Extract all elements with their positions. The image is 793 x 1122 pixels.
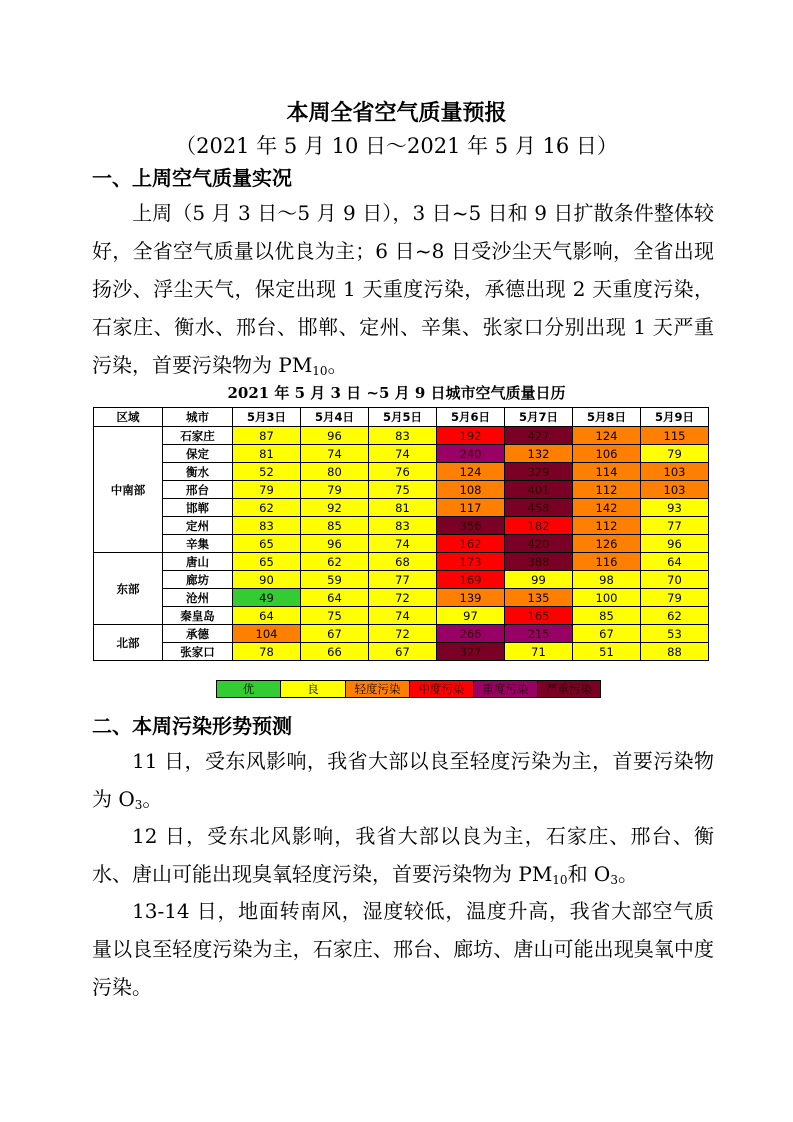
aqi-value-cell: 240 <box>437 445 505 463</box>
table-row <box>94 427 709 445</box>
aqi-value-cell: 67 <box>301 625 369 643</box>
aqi-value-cell: 96 <box>301 535 369 553</box>
aqi-value-cell: 192 <box>437 427 505 445</box>
aqi-value-cell: 62 <box>301 553 369 571</box>
region-cell: 东部 <box>94 553 163 625</box>
section1-end: 。 <box>327 353 348 377</box>
aqi-value-cell: 74 <box>369 445 437 463</box>
aqi-value-cell: 327 <box>437 643 505 661</box>
aqi-value-cell: 80 <box>301 463 369 481</box>
aqi-value-cell: 72 <box>369 625 437 643</box>
aqi-value-cell: 132 <box>505 445 573 463</box>
table-row <box>94 463 709 481</box>
legend-item: 重度污染 <box>474 681 538 697</box>
air-quality-calendar-table <box>93 407 709 661</box>
aqi-value-cell: 266 <box>437 625 505 643</box>
city-cell: 石家庄 <box>163 427 233 445</box>
aqi-value-cell: 83 <box>369 517 437 535</box>
forecast-mid-2: 和 O <box>567 862 611 886</box>
aqi-value-cell: 169 <box>437 571 505 589</box>
o3-subscript: 3 <box>134 798 143 812</box>
section1-heading: 一、上周空气质量实况 <box>92 166 292 190</box>
aqi-value-cell: 427 <box>505 427 573 445</box>
legend-item: 严重污染 <box>538 681 600 697</box>
city-cell: 唐山 <box>163 553 233 571</box>
forecast-text-1: 11 日，受东风影响，我省大部以良至轻度污染为主，首要污染物为 O <box>92 749 714 811</box>
aqi-value-cell: 126 <box>573 535 641 553</box>
forecast-paragraph-2 <box>92 817 714 899</box>
legend-item: 良 <box>281 681 346 697</box>
aqi-value-cell: 65 <box>233 553 301 571</box>
aqi-value-cell: 62 <box>233 499 301 517</box>
aqi-value-cell: 83 <box>369 427 437 445</box>
o3-subscript-2: 3 <box>610 873 618 887</box>
aqi-value-cell: 64 <box>641 553 709 571</box>
aqi-value-cell: 65 <box>233 535 301 553</box>
aqi-value-cell: 75 <box>369 481 437 499</box>
table-row <box>94 553 709 571</box>
aqi-value-cell: 103 <box>641 463 709 481</box>
aqi-value-cell: 64 <box>233 607 301 625</box>
aqi-value-cell: 49 <box>233 589 301 607</box>
aqi-value-cell: 79 <box>233 481 301 499</box>
table-row <box>94 517 709 535</box>
table-row <box>94 445 709 463</box>
aqi-value-cell: 85 <box>301 517 369 535</box>
aqi-legend <box>216 680 601 698</box>
table-row <box>94 481 709 499</box>
city-cell: 保定 <box>163 445 233 463</box>
city-cell: 辛集 <box>163 535 233 553</box>
aqi-value-cell: 74 <box>301 445 369 463</box>
aqi-value-cell: 215 <box>505 625 573 643</box>
document-subtitle: （2021 年 5 月 10 日～2021 年 5 月 16 日） <box>175 134 618 158</box>
aqi-value-cell: 388 <box>505 553 573 571</box>
aqi-value-cell: 72 <box>369 589 437 607</box>
header-cell: 区域 <box>94 408 163 427</box>
header-cell: 5月3日 <box>233 408 301 427</box>
document-title: 本周全省空气质量预报 <box>286 101 507 126</box>
aqi-value-cell: 108 <box>437 481 505 499</box>
forecast-text-3: 13-14 日，地面转南风，湿度较低，温度升高，我省大部空气质量以良至轻度污染为主，石家庄、邢台、廊坊、唐山可能出现臭氧中度污染。 <box>92 899 714 999</box>
aqi-value-cell: 115 <box>641 427 709 445</box>
aqi-value-cell: 182 <box>505 517 573 535</box>
aqi-value-cell: 104 <box>233 625 301 643</box>
aqi-value-cell: 62 <box>641 607 709 625</box>
aqi-value-cell: 85 <box>573 607 641 625</box>
aqi-value-cell: 79 <box>301 481 369 499</box>
aqi-value-cell: 67 <box>369 643 437 661</box>
city-cell: 衡水 <box>163 463 233 481</box>
aqi-value-cell: 71 <box>505 643 573 661</box>
aqi-value-cell: 142 <box>573 499 641 517</box>
table-title: 2021 年 5 月 3 日 ~5 月 9 日城市空气质量日历 <box>227 384 566 402</box>
aqi-value-cell: 124 <box>573 427 641 445</box>
header-cell: 5月9日 <box>641 408 709 427</box>
aqi-value-cell: 124 <box>437 463 505 481</box>
aqi-value-cell: 67 <box>573 625 641 643</box>
aqi-value-cell: 173 <box>437 553 505 571</box>
city-cell: 秦皇岛 <box>163 607 233 625</box>
aqi-value-cell: 329 <box>505 463 573 481</box>
header-cell: 城市 <box>163 408 233 427</box>
aqi-value-cell: 88 <box>641 643 709 661</box>
aqi-value-cell: 420 <box>505 535 573 553</box>
aqi-value-cell: 117 <box>437 499 505 517</box>
section1-text: 上周（5 月 3 日～5 月 9 日），3 日~5 日和 9 日扩散条件整体较好，全省空气质量以优良为主；6 日~8 日受沙尘天气影响，全省出现扬沙、浮尘天气，保定出现 1 天重度污染，承德出现 2 天重度污染，石家庄、衡水、邢台、邯郸、定州、辛集、张家口分别出现 1 天严重污染，首要污染物为 PM <box>92 201 714 377</box>
aqi-value-cell: 78 <box>233 643 301 661</box>
city-cell: 沧州 <box>163 589 233 607</box>
city-cell: 承德 <box>163 625 233 643</box>
aqi-value-cell: 81 <box>233 445 301 463</box>
aqi-value-cell: 79 <box>641 445 709 463</box>
aqi-value-cell: 93 <box>641 499 709 517</box>
aqi-value-cell: 79 <box>641 589 709 607</box>
table-row <box>94 625 709 643</box>
aqi-value-cell: 51 <box>573 643 641 661</box>
aqi-value-cell: 116 <box>573 553 641 571</box>
aqi-value-cell: 77 <box>641 517 709 535</box>
forecast-end-2: 。 <box>617 862 638 886</box>
aqi-value-cell: 92 <box>301 499 369 517</box>
city-cell: 定州 <box>163 517 233 535</box>
header-cell: 5月6日 <box>437 408 505 427</box>
aqi-value-cell: 81 <box>369 499 437 517</box>
aqi-value-cell: 112 <box>573 517 641 535</box>
section2-heading: 二、本周污染形势预测 <box>92 714 292 738</box>
aqi-value-cell: 53 <box>641 625 709 643</box>
header-cell: 5月7日 <box>505 408 573 427</box>
aqi-value-cell: 77 <box>369 571 437 589</box>
aqi-value-cell: 74 <box>369 535 437 553</box>
pm10-subscript-2: 10 <box>552 873 568 887</box>
pm10-subscript: 10 <box>312 364 328 378</box>
aqi-value-cell: 112 <box>573 481 641 499</box>
aqi-value-cell: 68 <box>369 553 437 571</box>
aqi-value-cell: 87 <box>233 427 301 445</box>
aqi-value-cell: 76 <box>369 463 437 481</box>
legend-item: 轻度污染 <box>346 681 410 697</box>
table-row <box>94 499 709 517</box>
aqi-value-cell: 162 <box>437 535 505 553</box>
aqi-value-cell: 401 <box>505 481 573 499</box>
city-cell: 张家口 <box>163 643 233 661</box>
aqi-value-cell: 90 <box>233 571 301 589</box>
aqi-value-cell: 75 <box>301 607 369 625</box>
aqi-value-cell: 106 <box>573 445 641 463</box>
aqi-value-cell: 99 <box>505 571 573 589</box>
table-header-row <box>94 408 709 427</box>
aqi-value-cell: 97 <box>437 607 505 625</box>
aqi-value-cell: 100 <box>573 589 641 607</box>
header-cell: 5月5日 <box>369 408 437 427</box>
section1-paragraph <box>92 194 714 390</box>
city-cell: 邢台 <box>163 481 233 499</box>
aqi-value-cell: 83 <box>233 517 301 535</box>
table-row <box>94 535 709 553</box>
aqi-value-cell: 74 <box>369 607 437 625</box>
aqi-value-cell: 98 <box>573 571 641 589</box>
aqi-value-cell: 96 <box>641 535 709 553</box>
forecast-end-1: 。 <box>142 787 163 811</box>
region-cell: 北部 <box>94 625 163 661</box>
aqi-value-cell: 96 <box>301 427 369 445</box>
aqi-value-cell: 135 <box>505 589 573 607</box>
table-row <box>94 571 709 589</box>
legend-item: 优 <box>217 681 281 697</box>
aqi-value-cell: 356 <box>437 517 505 535</box>
city-cell: 廊坊 <box>163 571 233 589</box>
aqi-value-cell: 64 <box>301 589 369 607</box>
aqi-value-cell: 458 <box>505 499 573 517</box>
aqi-value-cell: 66 <box>301 643 369 661</box>
table-row <box>94 589 709 607</box>
aqi-value-cell: 59 <box>301 571 369 589</box>
aqi-value-cell: 165 <box>505 607 573 625</box>
legend-item: 中度污染 <box>410 681 474 697</box>
table-row <box>94 607 709 625</box>
aqi-value-cell: 114 <box>573 463 641 481</box>
city-cell: 邯郸 <box>163 499 233 517</box>
header-cell: 5月8日 <box>573 408 641 427</box>
region-cell: 中南部 <box>94 427 163 553</box>
table-row <box>94 643 709 661</box>
forecast-paragraph-3 <box>92 892 714 1006</box>
aqi-value-cell: 70 <box>641 571 709 589</box>
aqi-value-cell: 139 <box>437 589 505 607</box>
header-cell: 5月4日 <box>301 408 369 427</box>
aqi-value-cell: 103 <box>641 481 709 499</box>
aqi-value-cell: 52 <box>233 463 301 481</box>
forecast-text-2: 12 日，受东北风影响，我省大部以良为主，石家庄、邢台、衡水、唐山可能出现臭氧轻度污染，首要污染物为 PM <box>92 824 714 886</box>
forecast-paragraph-1 <box>92 742 714 824</box>
